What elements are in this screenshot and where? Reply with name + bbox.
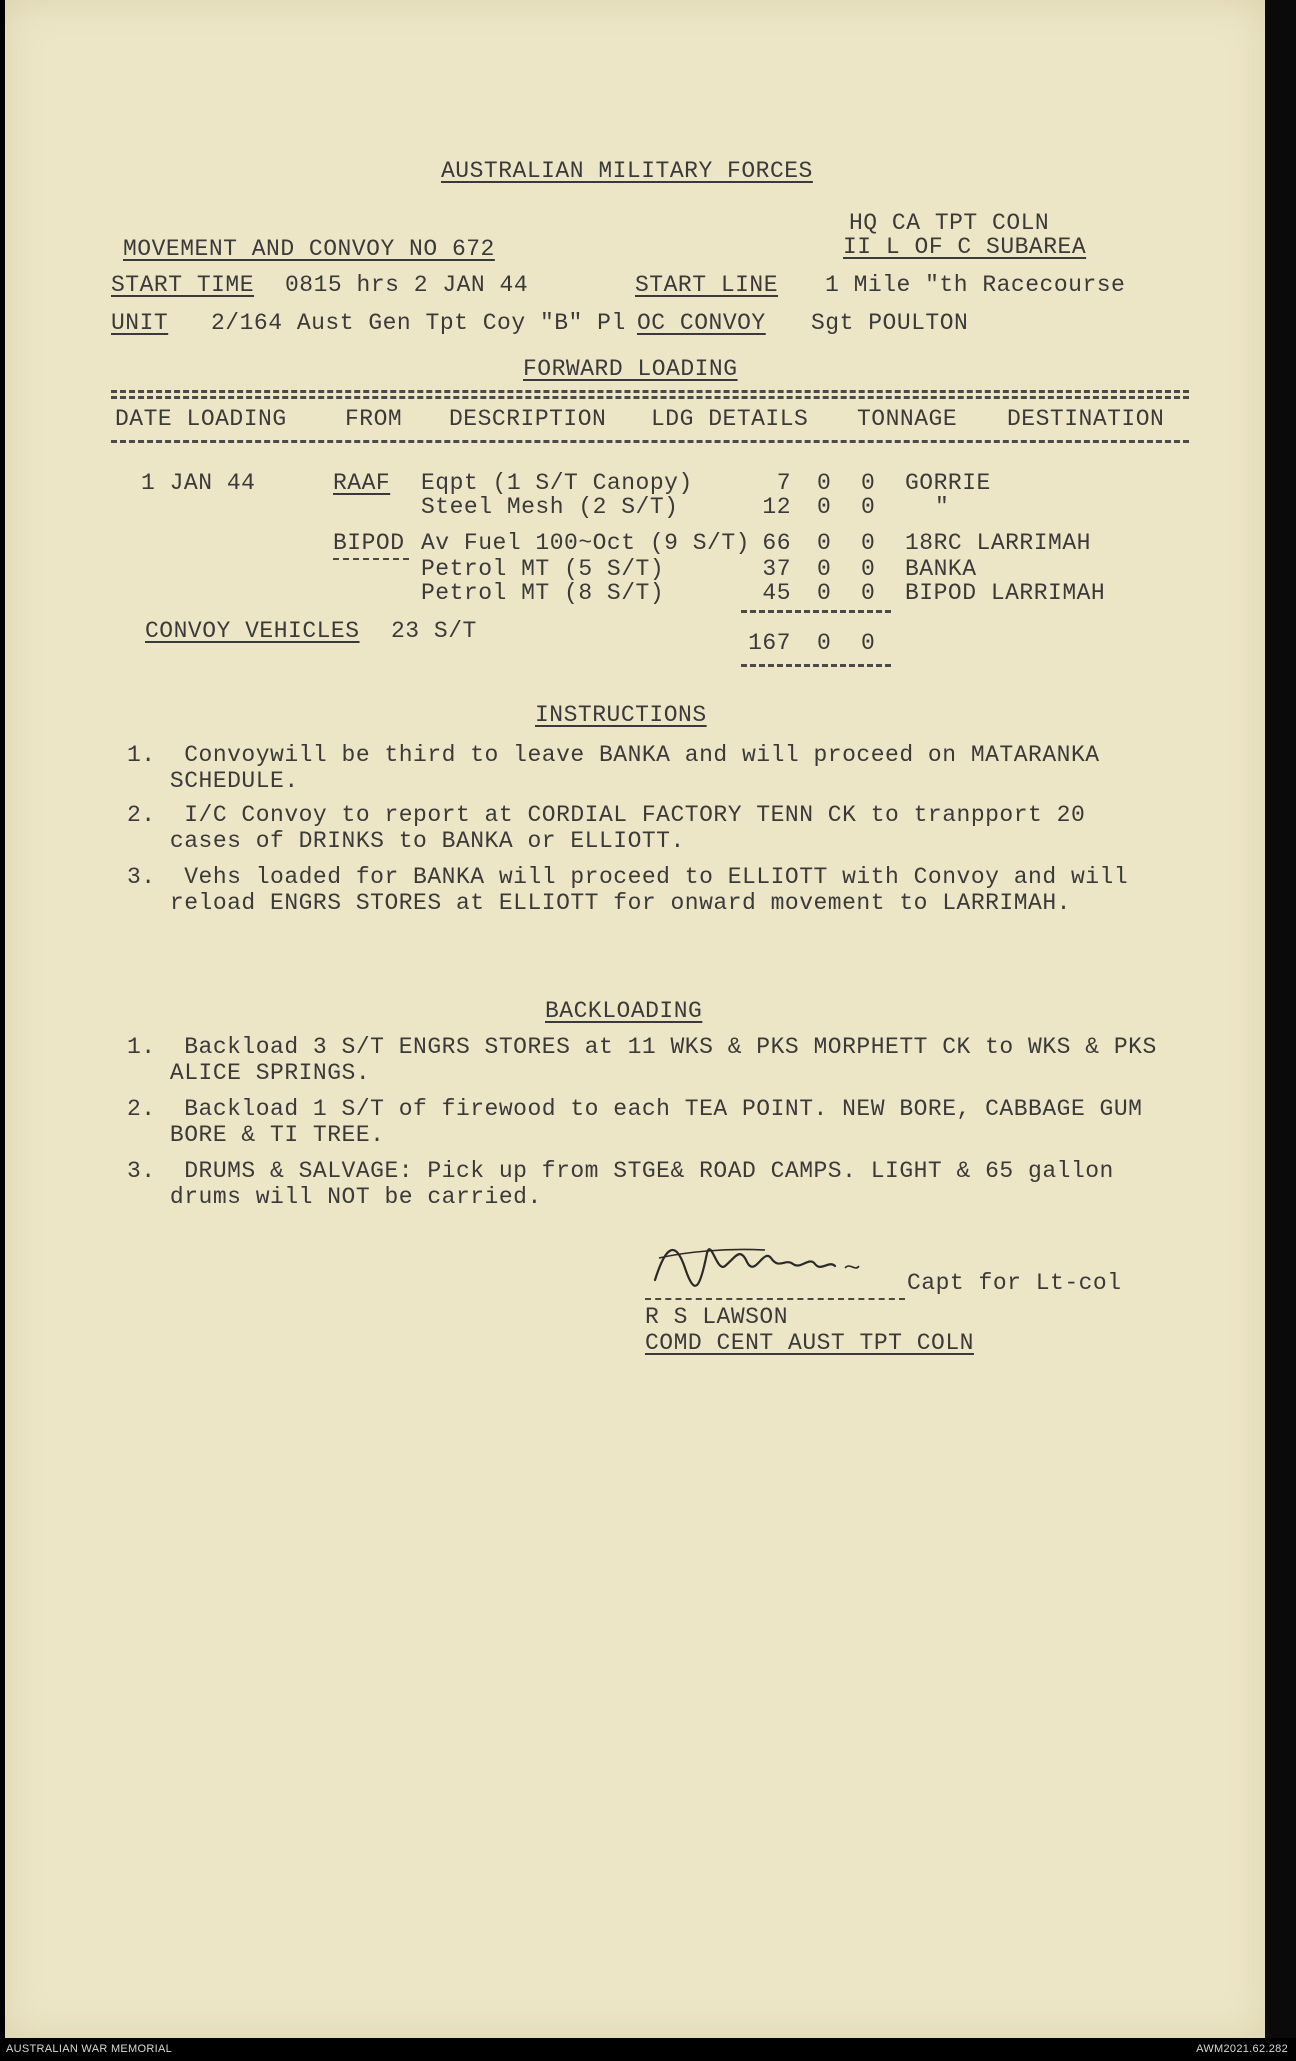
document-page xyxy=(5,0,1265,2038)
instruction-item: 2. I/C Convoy to report at CORDIAL FACTORY TENN CK to tranpport 20 xyxy=(127,802,1086,828)
bipod-underline xyxy=(333,558,409,560)
row-qtr: 0 xyxy=(861,530,876,556)
start-line-label: START LINE xyxy=(635,272,779,298)
row-description: Eqpt (1 S/T Canopy) xyxy=(421,470,693,496)
signatory-name: R S LAWSON xyxy=(645,1304,789,1330)
row-cwt: 0 xyxy=(817,494,832,520)
row-tons: 45 xyxy=(762,580,791,606)
start-time-label: START TIME xyxy=(111,272,255,298)
forward-loading-title: FORWARD LOADING xyxy=(523,356,738,382)
instruction-item-cont: cases of DRINKS to BANKA or ELLIOTT. xyxy=(127,828,685,854)
row-description: Av Fuel 100~Oct (9 S/T) xyxy=(421,530,750,556)
row-cwt: 0 xyxy=(817,470,832,496)
row-tons: 7 xyxy=(776,470,791,496)
instruction-item-cont: reload ENGRS STORES at ELLIOTT for onward movement to LARRIMAH. xyxy=(127,890,1071,916)
oc-convoy-value: Sgt POULTON xyxy=(811,310,969,336)
row-tons: 37 xyxy=(762,556,791,582)
row-destination: GORRIE xyxy=(905,470,991,496)
unit-value: 2/164 Aust Gen Tpt Coy "B" Pl xyxy=(211,310,626,336)
row-qtr: 0 xyxy=(861,494,876,520)
footer-accession: AWM2021.62.282 xyxy=(1196,2043,1288,2055)
backloading-item: 3. DRUMS & SALVAGE: Pick up from STGE& ROAD CAMPS. LIGHT & 65 gallon xyxy=(127,1158,1114,1184)
table-header-rule xyxy=(111,440,1189,443)
col-description: DESCRIPTION xyxy=(449,406,607,432)
row-destination: " xyxy=(935,494,950,520)
row-description: Petrol MT (8 S/T) xyxy=(421,580,665,606)
table-top-rule xyxy=(111,390,1189,393)
row-cwt: 0 xyxy=(817,530,832,556)
instruction-item: 1. Convoywill be third to leave BANKA and will proceed on MATARANKA xyxy=(127,742,1100,768)
page-edge xyxy=(1265,0,1296,2038)
row-cwt: 0 xyxy=(817,580,832,606)
total-qtr: 0 xyxy=(861,630,876,656)
signature-rule xyxy=(645,1298,905,1300)
table-top-rule-2 xyxy=(111,396,1189,399)
row-qtr: 0 xyxy=(861,556,876,582)
col-destination: DESTINATION xyxy=(1007,406,1165,432)
row-description: Steel Mesh (2 S/T) xyxy=(421,494,679,520)
row-from: BIPOD xyxy=(333,530,405,556)
row-qtr: 0 xyxy=(861,580,876,606)
start-time-value: 0815 hrs 2 JAN 44 xyxy=(285,272,529,298)
row-destination: BIPOD LARRIMAH xyxy=(905,580,1106,606)
total-cwt: 0 xyxy=(817,630,832,656)
backloading-item-cont: ALICE SPRINGS. xyxy=(127,1060,371,1086)
org-title: AUSTRALIAN MILITARY FORCES xyxy=(441,158,813,184)
signatory-title: COMD CENT AUST TPT COLN xyxy=(645,1330,974,1356)
backloading-item: 2. Backload 1 S/T of firewood to each TEA POINT. NEW BORE, CABBAGE GUM xyxy=(127,1096,1143,1122)
handwritten-signature xyxy=(645,1228,905,1298)
loading-date: 1 JAN 44 xyxy=(141,470,256,496)
oc-convoy-label: OC CONVOY xyxy=(637,310,766,336)
hq-line-1: HQ CA TPT COLN xyxy=(849,210,1050,236)
instruction-item-cont: SCHEDULE. xyxy=(127,768,299,794)
convoy-vehicles-label: CONVOY VEHICLES xyxy=(145,618,360,644)
row-tons: 12 xyxy=(762,494,791,520)
instructions-title: INSTRUCTIONS xyxy=(535,702,707,728)
convoy-vehicles-value: 23 S/T xyxy=(391,618,477,644)
total-tons: 167 xyxy=(748,630,791,656)
row-description: Petrol MT (5 S/T) xyxy=(421,556,665,582)
row-destination: BANKA xyxy=(905,556,977,582)
backloading-item: 1. Backload 3 S/T ENGRS STORES at 11 WKS & PKS MORPHETT CK to WKS & PKS xyxy=(127,1034,1157,1060)
backloading-item-cont: BORE & TI TREE. xyxy=(127,1122,385,1148)
col-date-loading: DATE LOADING xyxy=(115,406,287,432)
unit-label: UNIT xyxy=(111,310,169,336)
row-qtr: 0 xyxy=(861,470,876,496)
movement-title: MOVEMENT AND CONVOY NO 672 xyxy=(123,236,495,262)
hq-line-2: II L OF C SUBAREA xyxy=(843,234,1087,260)
row-cwt: 0 xyxy=(817,556,832,582)
total-rule xyxy=(741,664,891,667)
start-line-value: 1 Mile "th Racecourse xyxy=(825,272,1126,298)
backloading-item-cont: drums will NOT be carried. xyxy=(127,1184,542,1210)
col-tonnage: TONNAGE xyxy=(857,406,958,432)
row-tons: 66 xyxy=(762,530,791,556)
backloading-title: BACKLOADING xyxy=(545,998,703,1024)
row-from: RAAF xyxy=(333,470,391,496)
instruction-item: 3. Vehs loaded for BANKA will proceed to ELLIOTT with Convoy and will xyxy=(127,864,1129,890)
subtotal-rule xyxy=(741,610,891,613)
col-from: FROM xyxy=(345,406,403,432)
signature-capacity: Capt for Lt-col xyxy=(907,1270,1122,1296)
col-ldg-details: LDG DETAILS xyxy=(651,406,809,432)
row-destination: 18RC LARRIMAH xyxy=(905,530,1091,556)
footer-credit: AUSTRALIAN WAR MEMORIAL xyxy=(6,2043,173,2055)
